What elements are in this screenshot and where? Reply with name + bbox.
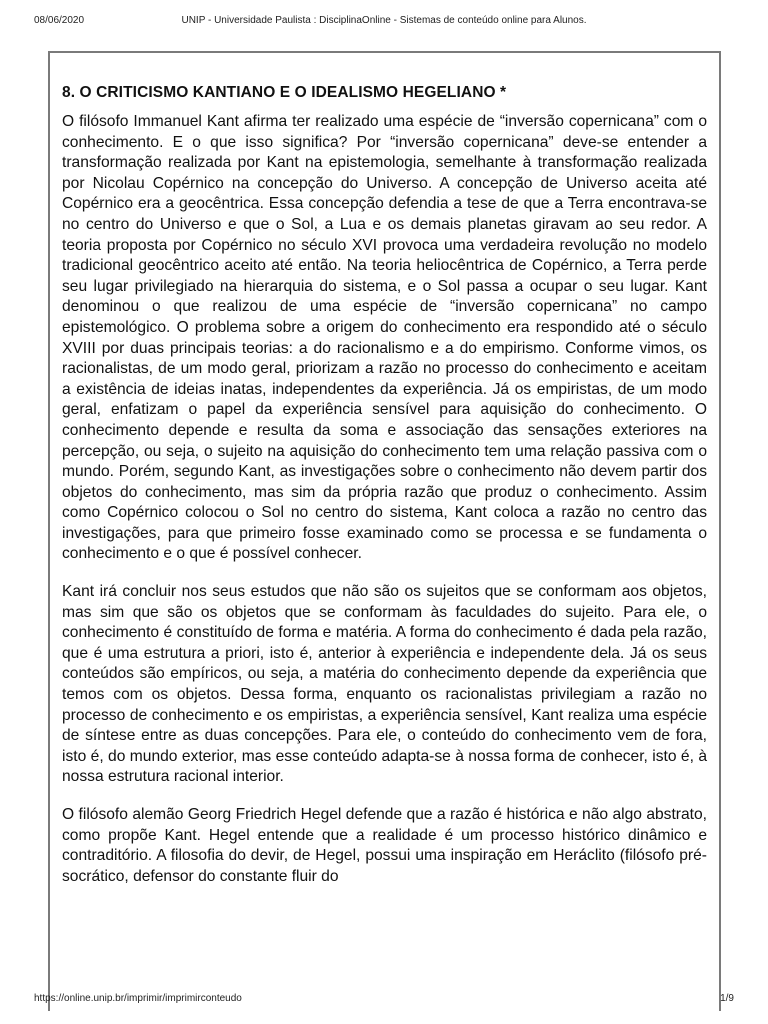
section-title: 8. O CRITICISMO KANTIANO E O IDEALISMO HEGELIANO *	[62, 84, 507, 101]
paragraph-2: Kant irá concluir nos seus estudos que não são os sujeitos que se conformam aos objetos, mas sim que são os objetos que se conformam às faculdades do sujeito. Para ele, o conhecimento é constituído de forma e matéria. A forma do conhecimento é dada pela razão, que é uma estrutura a priori, isto é, anterior à experiência e independente dela. Já os seus conteúdos são empíricos, ou seja, a matéria do conhecimento depende da experiência que temos com os objetos. Dessa forma, enquanto os racionalistas privilegiam a razão no processo de conhecimento e os empiristas, a experiência sensível, Kant realiza uma espécie de síntese entre as duas concepções. Para ele, o conteúdo do conhecimento vem de fora, isto é, do mundo exterior, mas esse conteúdo adapta-se à nossa forma de conhecer, isto é, à nossa estrutura racional interior.	[62, 583, 707, 786]
print-page-title: UNIP - Universidade Paulista : DisciplinaOnline - Sistemas de conteúdo online para Alunos.	[181, 15, 587, 26]
paragraph-1: O filósofo Immanuel Kant afirma ter realizado uma espécie de “inversão copernicana” com o conhecimento. E o que isso significa? Por “inversão copernicana” deve-se entender a transformação realizada por Kant na epistemologia, semelhante à transformação realizada por Nicolau Copérnico na concepção do Universo. A concepção de Universo aceita até Copérnico era a geocêntrica. Essa concepção defendia a tese de que a Terra encontrava-se no centro do Universo e que o Sol, a Lua e os demais planetas giravam ao seu redor. A teoria proposta por Copérnico no século XVI provoca uma verdadeira revolução no modelo tradicional geocêntrico aceito até então. Na teoria heliocêntrica de Copérnico, a Terra perde seu lugar privilegiado na hierarquia do sistema, e o Sol passa a ocupar o seu lugar. Kant denominou o que realizou de uma espécie de “inversão copernicana” no campo epistemológico. O problema sobre a origem do conhecimento era respondido até o século XVIII por duas principais teorias: a do racionalismo e a do empirismo. Conforme vimos, os racionalistas, de um modo geral, priorizam a razão no processo do conhecimento e aceitam a existência de ideias inatas, independentes da experiência. Já os empiristas, de um modo geral, enfatizam o papel da experiência sensível para aquisição do conhecimento. O conhecimento depende e resulta da soma e associação das sensações exteriores na percepção, ou seja, o sujeito na aquisição do conhecimento tem uma relação passiva com o mundo. Porém, segundo Kant, as investigações sobre o conhecimento não devem partir dos objetos do conhecimento, mas sim da própria razão que produz o conhecimento. Assim como Copérnico colocou o Sol no centro do sistema, Kant coloca a razão no centro das investigações, para que primeiro fosse examinado como se processa e se fundamenta o conhecimento e o que é possível conhecer.	[62, 113, 707, 563]
print-footer	[34, 992, 734, 1006]
print-header	[34, 14, 734, 28]
content-frame	[48, 51, 721, 1011]
print-date: 08/06/2020	[34, 15, 85, 26]
page-url: https://online.unip.br/imprimir/imprimirconteudo	[34, 993, 242, 1004]
paragraph-3: O filósofo alemão Georg Friedrich Hegel defende que a razão é histórica e não algo abstrato, como propõe Kant. Hegel entende que a realidade é um processo histórico dinâmico e contraditório. A filosofia do devir, de Hegel, possui uma inspiração em Heráclito (filósofo pré-socrático, defensor do constante fluir do	[62, 806, 707, 885]
page-number: 1/9	[720, 993, 734, 1004]
